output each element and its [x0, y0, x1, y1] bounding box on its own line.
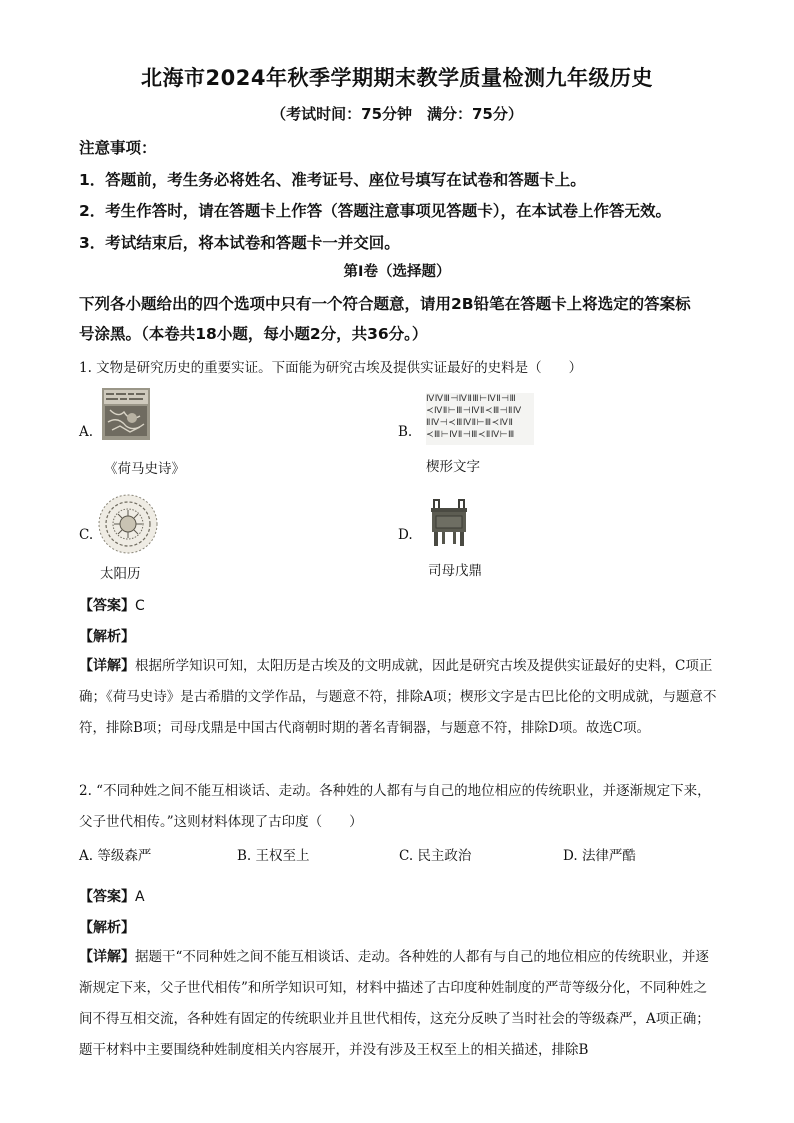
q1-option-a-caption: 《荷马史诗》: [104, 461, 185, 477]
q1-detail: [79, 651, 719, 744]
q1-option-d-letter: D.: [398, 527, 413, 543]
cuneiform-row: ≺ⅣⅡ⊢Ⅲ⊣ⅣⅡ≺Ⅲ⊣ⅡⅣ: [426, 406, 522, 416]
solar-calendar-image: [98, 494, 158, 554]
answer-label: 【答案】: [79, 889, 135, 905]
detail-label: 【详解】: [79, 658, 135, 674]
cuneiform-row: ⅡⅣ⊣≺ⅢⅣⅡ⊢Ⅲ≺ⅣⅡ: [426, 418, 514, 428]
analysis-label: 【解析】: [79, 629, 135, 645]
q1-option-b-caption: 楔形文字: [426, 459, 480, 475]
option-text: 等级森严: [97, 848, 152, 864]
q1-option-a-letter: A.: [79, 424, 94, 440]
option-text: 法律严酷: [581, 848, 636, 864]
q2-answer: [79, 886, 145, 906]
question-1-stem: 1. 文物是研究历史的重要实证。下面能为研究古埃及提供实证最好的史料是（ ）: [79, 360, 583, 376]
section-title: 第Ⅰ卷（选择题）: [343, 264, 451, 280]
q2-option-a: [79, 844, 151, 864]
q2-detail: [79, 942, 719, 1066]
answer-value: A: [135, 889, 145, 905]
option-text: 民主政治: [417, 848, 472, 864]
option-letter: A.: [79, 848, 94, 864]
epic-manuscript-image: [102, 388, 150, 440]
page-title: 北海市2024年秋季学期期末教学质量检测九年级历史: [141, 66, 653, 90]
section-instruction-line2: 号涂黑。（本卷共18小题，每小题2分，共36分。）: [79, 325, 428, 343]
detail-text: 据题干“不同种姓之间不能互相谈话、走动。各种姓的人都有与自己的地位相应的传统职业，并逐渐规定下来，父子世代相传”和所学知识可知，材料中描述了古印度种姓制度的严苛等级分化，不同种姓之间不得互相交流，各种姓有固定的传统职业并且世代相传，这充分反映了当时社会的等级森严，A项正确；题干材料中主要围绕种姓制度相关内容展开，并没有涉及王权至上的相关描述，排除B: [79, 949, 710, 1058]
cuneiform-row: ≺Ⅲ⊢ⅣⅡ⊣Ⅲ≺ⅡⅣ⊢Ⅲ: [426, 430, 515, 440]
q1-option-d-caption: 司母戊鼎: [428, 563, 482, 579]
q1-option-c-caption: 太阳历: [100, 566, 141, 582]
option-letter: B.: [237, 848, 252, 864]
cuneiform-row: ⅣⅣⅢ⊣ⅣⅡⅢ⊢ⅣⅡ⊣Ⅲ: [426, 394, 517, 404]
option-text: 王权至上: [255, 848, 310, 864]
analysis-label: 【解析】: [79, 920, 135, 936]
q1-option-b-letter: B.: [398, 424, 413, 440]
exam-time-info: （考试时间：75分钟 满分：75分）: [271, 105, 523, 123]
notice-heading: 注意事项：: [79, 139, 157, 157]
notice-item-3: 3．考试结束后，将本试卷和答题卡一并交回。: [79, 234, 400, 252]
q2-analysis-label: [79, 917, 135, 937]
cuneiform-tablet-image: [426, 393, 534, 445]
question-2-stem: 2. “不同种姓之间不能互相谈话、走动。各种姓的人都有与自己的地位相应的传统职业，并逐渐规定下来，父子世代相传。”这则材料体现了古印度（ ）: [79, 783, 711, 830]
q1-option-c-letter: C.: [79, 527, 94, 543]
q2-option-b: [237, 844, 310, 864]
notice-item-1: 1．答题前，考生务必将姓名、准考证号、座位号填写在试卷和答题卡上。: [79, 171, 586, 189]
detail-label: 【详解】: [79, 949, 135, 965]
answer-label: 【答案】: [79, 598, 135, 614]
detail-text: 根据所学知识可知，太阳历是古埃及的文明成就，因此是研究古埃及提供实证最好的史料，C项正确；《荷马史诗》是古希腊的文学作品，与题意不符，排除A项；楔形文字是古巴比伦的文明成就，与题意不符，排除B项；司母戊鼎是中国古代商朝时期的著名青铜器，与题意不符，排除D项。故选C项。: [79, 658, 717, 736]
q2-option-d: [563, 844, 636, 864]
q1-analysis-label: [79, 626, 135, 646]
section-instruction-line1: 下列各小题给出的四个选项中只有一个符合题意，请用2B铅笔在答题卡上将选定的答案标: [79, 295, 691, 313]
notice-item-2: 2．考生作答时，请在答题卡上作答（答题注意事项见答题卡），在本试卷上作答无效。: [79, 202, 672, 220]
option-letter: C.: [399, 848, 414, 864]
option-letter: D.: [563, 848, 578, 864]
q2-option-c: [399, 844, 471, 864]
answer-value: C: [135, 598, 145, 614]
q1-answer: [79, 595, 145, 615]
bronze-ding-image: [428, 498, 470, 548]
